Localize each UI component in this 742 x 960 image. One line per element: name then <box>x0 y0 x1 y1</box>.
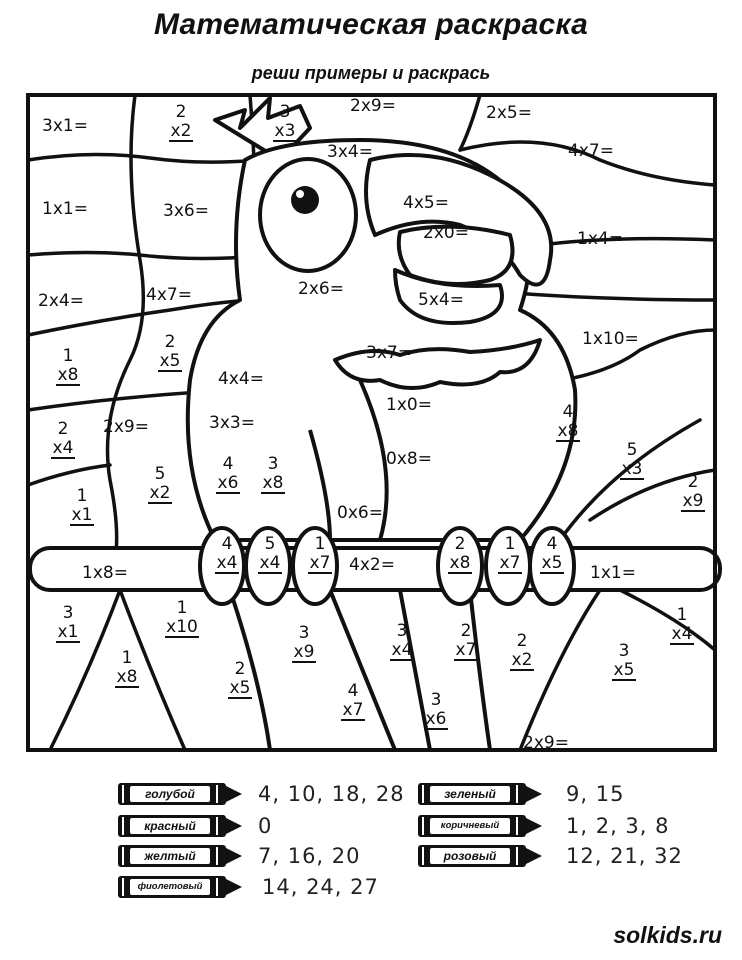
inline-problem: 4x7= <box>568 141 614 161</box>
stacked-problem-top: 3 <box>396 621 408 641</box>
stacked-problem-top: 5 <box>154 464 166 484</box>
stacked-problem-top: 2 <box>460 621 472 641</box>
stacked-problem-bottom: x4 <box>52 438 74 458</box>
crayon-label: голубой <box>130 786 210 802</box>
inline-problem: 0x8= <box>386 449 432 469</box>
crayon-values: 14, 24, 27 <box>262 875 379 899</box>
stacked-problem <box>158 332 182 371</box>
inline-problem: 0x6= <box>337 503 383 523</box>
crayon-label: желтый <box>130 848 210 864</box>
stacked-problem-top: 4 <box>347 681 359 701</box>
crayon-label: фиолетовый <box>130 879 210 895</box>
stacked-problem-top: 3 <box>279 102 291 122</box>
stacked-problem-top: 4 <box>222 454 234 474</box>
stacked-problem-bottom: x2 <box>170 121 192 141</box>
parrot <box>188 98 576 540</box>
stacked-problem-top: 4 <box>221 534 233 554</box>
stacked-problem-bottom: x2 <box>149 483 171 503</box>
inline-problem: 2x0= <box>423 223 469 243</box>
stacked-problem-bottom: x4 <box>391 640 413 660</box>
stacked-problem-top: 1 <box>676 605 688 625</box>
stacked-problem-top: 3 <box>62 603 74 623</box>
inline-problem: 2x5= <box>486 103 532 123</box>
stacked-problem-bottom: x8 <box>449 553 471 573</box>
stacked-problem-bottom: x4 <box>216 553 238 573</box>
stacked-problem <box>115 648 139 687</box>
inline-problem: 3x7= <box>366 343 412 363</box>
inline-problem: 3x4= <box>327 142 373 162</box>
inline-problem: 2x9= <box>350 96 396 116</box>
stacked-problem-top: 2 <box>516 631 528 651</box>
stacked-problem-bottom: x1 <box>71 505 93 525</box>
stacked-problem-bottom: x3 <box>621 459 643 479</box>
stacked-problem-bottom: x8 <box>557 421 579 441</box>
stacked-problem <box>620 440 644 479</box>
stacked-problem-top: 2 <box>164 332 176 352</box>
stacked-problem-top: 1 <box>314 534 326 554</box>
stacked-problem-top: 4 <box>562 402 574 422</box>
stacked-problem <box>148 464 172 503</box>
stacked-problem <box>228 659 252 698</box>
stacked-problem <box>670 605 694 644</box>
inline-problem: 1x8= <box>82 563 128 583</box>
crayon-values: 12, 21, 32 <box>566 844 683 868</box>
stacked-problem-top: 1 <box>504 534 516 554</box>
stacked-problem-top: 5 <box>626 440 638 460</box>
stacked-problem-bottom: x8 <box>57 365 79 385</box>
stacked-problem-bottom: x2 <box>511 650 533 670</box>
inline-problem: 1x10= <box>582 329 639 349</box>
inline-problem: 3x1= <box>42 116 88 136</box>
stacked-problem-top: 3 <box>267 454 279 474</box>
stacked-problem-top: 5 <box>264 534 276 554</box>
stacked-problem-top: 1 <box>121 648 133 668</box>
stacked-problem <box>70 486 94 525</box>
crayon-values: 0 <box>258 814 273 838</box>
stacked-problem-top: 2 <box>687 472 699 492</box>
stacked-problem-top: 1 <box>62 346 74 366</box>
inline-problem: 2x4= <box>38 291 84 311</box>
stacked-problem-top: 4 <box>546 534 558 554</box>
stacked-problem-bottom: x5 <box>613 660 635 680</box>
stacked-problem <box>165 598 199 637</box>
stacked-problem-bottom: x5 <box>159 351 181 371</box>
stacked-problem-bottom: x5 <box>229 678 251 698</box>
stacked-problem-top: 3 <box>430 690 442 710</box>
inline-problem: 3x6= <box>163 201 209 221</box>
stacked-problem-bottom: x7 <box>309 553 331 573</box>
stacked-problem-top: 2 <box>175 102 187 122</box>
crayon-label: зеленый <box>430 786 510 802</box>
crayon-values: 1, 2, 3, 8 <box>566 814 670 838</box>
stacked-problem-bottom: x9 <box>682 491 704 511</box>
crayon-values: 4, 10, 18, 28 <box>258 782 405 806</box>
stacked-problem-bottom: x8 <box>116 667 138 687</box>
stacked-problem-bottom: x1 <box>57 622 79 642</box>
inline-problem: 4x2= <box>349 555 395 575</box>
inline-problem: 1x1= <box>42 199 88 219</box>
stacked-problem-top: 2 <box>57 419 69 439</box>
stacked-problem-top: 2 <box>234 659 246 679</box>
inline-problem: 1x4= <box>577 229 623 249</box>
stacked-problem-bottom: x6 <box>425 709 447 729</box>
site-url: solkids.ru <box>613 922 722 948</box>
page-subtitle: реши примеры и раскрась <box>251 63 491 83</box>
crayon-label: красный <box>130 818 210 834</box>
stacked-problem-bottom: x6 <box>217 473 239 493</box>
stacked-problem <box>510 631 534 670</box>
inline-problem: 4x4= <box>218 369 264 389</box>
crayon-label: розовый <box>430 848 510 864</box>
crayon-values: 7, 16, 20 <box>258 844 361 868</box>
stacked-problem-bottom: x5 <box>541 553 563 573</box>
inline-problem: 2x9= <box>103 417 149 437</box>
stacked-problem-bottom: x4 <box>671 624 693 644</box>
inline-problem: 1x0= <box>386 395 432 415</box>
inline-problem: 1x1= <box>590 563 636 583</box>
inline-problem: 3x3= <box>209 413 255 433</box>
stacked-problem <box>56 603 80 642</box>
stacked-problem-top: 2 <box>454 534 466 554</box>
inline-problem: 2x9= <box>523 733 569 753</box>
crayon-label: коричневый <box>430 818 510 834</box>
stacked-problem <box>56 346 80 385</box>
stacked-problem-bottom: x8 <box>262 473 284 493</box>
stacked-problem-bottom: x7 <box>499 553 521 573</box>
inline-problem: 4x5= <box>403 193 449 213</box>
stacked-problem <box>169 102 193 141</box>
page-title: Математическая раскраска <box>153 8 588 41</box>
inline-problem: 2x6= <box>298 279 344 299</box>
stacked-problem <box>612 641 636 680</box>
stacked-problem-bottom: x4 <box>259 553 281 573</box>
stacked-problem <box>51 419 75 458</box>
stacked-problem-bottom: x10 <box>166 617 198 637</box>
stacked-problem-top: 1 <box>176 598 188 618</box>
stacked-problem-bottom: x7 <box>455 640 477 660</box>
stacked-problem-bottom: x9 <box>293 642 315 662</box>
stacked-problem-top: 1 <box>76 486 88 506</box>
parrot-eye-icon <box>291 186 319 214</box>
inline-problem: 5x4= <box>418 290 464 310</box>
stacked-problem-bottom: x3 <box>274 121 296 141</box>
stacked-problem-top: 3 <box>618 641 630 661</box>
stacked-problem-bottom: x7 <box>342 700 364 720</box>
inline-problem: 4x7= <box>146 285 192 305</box>
crayon-values: 9, 15 <box>566 782 625 806</box>
stacked-problem-top: 3 <box>298 623 310 643</box>
